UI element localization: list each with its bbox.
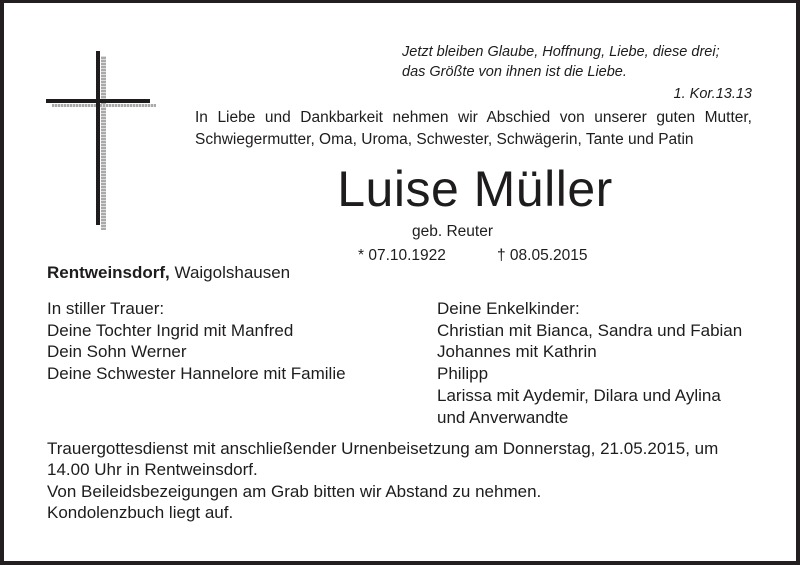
service-notice (47, 439, 718, 480)
deceased-name: Luise Müller (337, 161, 613, 217)
condolence-line: Kondolenzbuch liegt auf. (47, 502, 234, 522)
border-left (0, 0, 4, 565)
birth-date: * 07.10.1922 (358, 247, 446, 264)
quote-line: das Größte von ihnen ist die Liebe. (402, 64, 627, 80)
service-line: 14.00 Uhr in Rentweinsdorf. (47, 459, 258, 479)
border-bottom (0, 561, 800, 565)
mourner-line: Deine Schwester Hannelore mit Familie (47, 364, 346, 384)
quote-line: Jetzt bleiben Glaube, Hoffnung, Liebe, diese drei; (402, 44, 720, 60)
mourners-right (437, 298, 742, 428)
bible-quote (402, 42, 720, 82)
mourner-line: In stiller Trauer: (47, 299, 165, 318)
border-top (0, 0, 800, 3)
mourner-line: Deine Enkelkinder: (437, 299, 580, 318)
mourners-left (47, 298, 346, 385)
condolence-line: Von Beileidsbezeigungen am Grab bitten wir Abstand zu nehmen. (47, 482, 542, 501)
intro-text (195, 107, 752, 151)
place-line (47, 262, 290, 284)
place-secondary: Waigolshausen (174, 263, 291, 282)
mourner-line: Dein Sohn Werner (47, 342, 187, 362)
mourner-line: und Anverwandte (437, 407, 569, 427)
place-main: Rentweinsdorf, (47, 263, 170, 282)
quote-reference: 1. Kor.13.13 (673, 86, 752, 102)
mourner-line: Philipp (437, 364, 489, 384)
intro-line: In Liebe und Dankbarkeit nehmen wir Abschied von unserer guten Mutter, (195, 109, 752, 126)
mourner-line: Deine Tochter Ingrid mit Manfred (47, 320, 294, 340)
condolence-notice (47, 482, 541, 523)
death-date: † 08.05.2015 (497, 247, 588, 264)
mourner-line: Larissa mit Aydemir, Dilara und Aylina (437, 385, 721, 405)
maiden-name: geb. Reuter (412, 223, 493, 240)
service-line: Trauergottesdienst mit anschließender Urnenbeisetzung am Donnerstag, 21.05.2015, um (47, 439, 719, 458)
mourner-line: Christian mit Bianca, Sandra und Fabian (437, 320, 743, 340)
border-right (796, 0, 800, 565)
mourner-line: Johannes mit Kathrin (437, 342, 597, 362)
intro-line: Schwiegermutter, Oma, Uroma, Schwester, Schwägerin, Tante und Patin (195, 131, 694, 148)
